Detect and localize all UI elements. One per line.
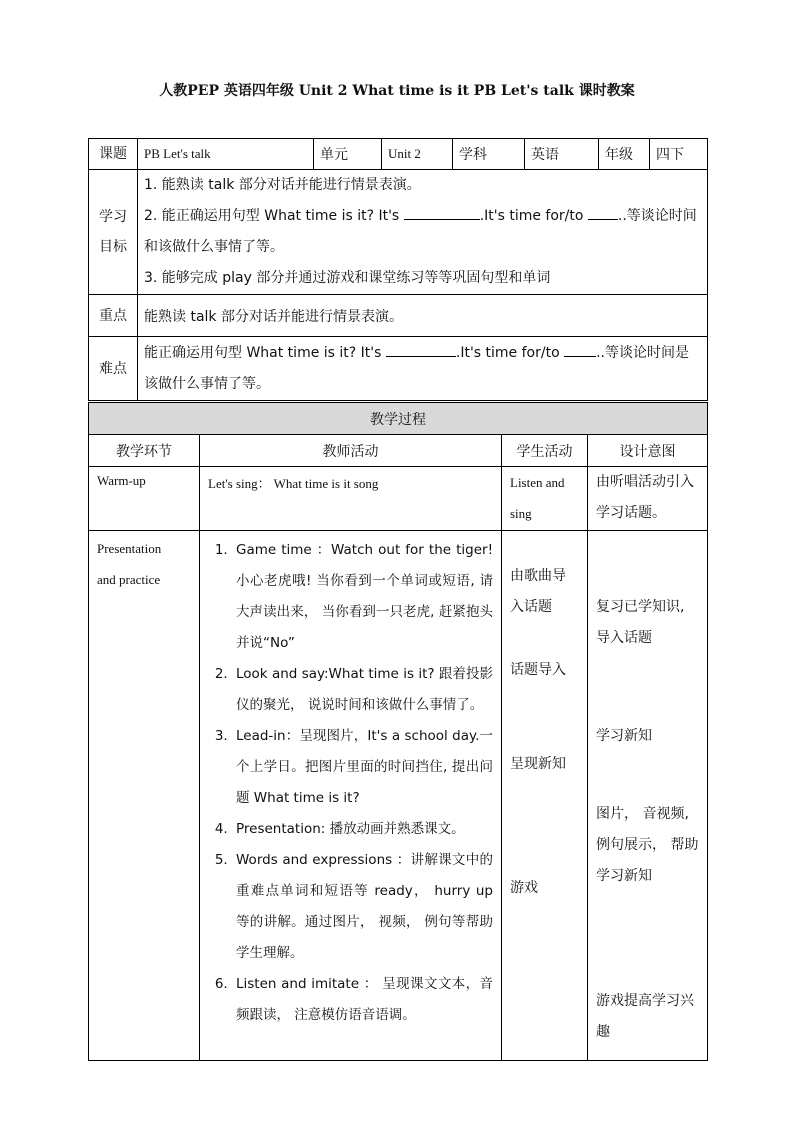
- difficulties-line1: [144, 338, 701, 369]
- answer-blank: [564, 343, 596, 357]
- key-points-label: 重点: [89, 295, 138, 337]
- unit-label: 单元: [314, 139, 382, 170]
- teacher-step-4: 4. Presentation: 播放动画并熟悉课文。: [232, 814, 493, 845]
- presentation-stage: [89, 531, 200, 1061]
- objective-2-part-a: 2. 能正确运用句型 What time is it? It's: [144, 208, 404, 224]
- objective-2-part-b: .It's time for/to: [479, 208, 588, 224]
- intent-4: 游戏提高学习兴趣: [596, 993, 694, 1040]
- difficulties-part-a: 能正确运用句型 What time is it? It's: [144, 344, 386, 361]
- teacher-steps-list: [208, 531, 493, 1031]
- objectives-content: [138, 170, 708, 295]
- warmup-teacher: Let's sing： What time is it song: [200, 467, 502, 531]
- objective-1: 1. 能熟读 talk 部分对话并能进行情景表演。: [144, 177, 421, 193]
- objective-2-continued: 和该做什么事情了等。: [144, 239, 284, 255]
- difficulties-line2: 该做什么事情了等。: [144, 375, 270, 392]
- subject-value: 英语: [525, 139, 599, 170]
- teaching-process-table: [88, 402, 708, 1061]
- student-activity-1: 由歌曲导入话题: [510, 568, 566, 615]
- difficulties-part-b: .It's time for/to: [455, 344, 565, 361]
- header-intent: 设计意图: [588, 435, 708, 467]
- warmup-stage: Warm-up: [89, 467, 200, 531]
- teacher-step-2: 2. Look and say:What time is it? 跟着投影仪的聚光， 说说时间和该做什么事情了。: [232, 659, 493, 721]
- student-activity-3: 呈现新知: [510, 756, 566, 772]
- warmup-student: Listen and sing: [502, 467, 588, 531]
- objective-2: [144, 201, 701, 232]
- presentation-stage-line1: Presentation: [97, 541, 162, 556]
- teacher-step-6: 6. Listen and imitate ： 呈现课文文本，音频跟读， 注意模仿语音语调。: [232, 969, 493, 1031]
- student-activity-4: 游戏: [510, 880, 538, 896]
- objective-3: 3. 能够完成 play 部分并通过游戏和课堂练习等等巩固句型和单词: [144, 270, 551, 286]
- teacher-step-3: 3. Lead-in：呈现图片，It's a school day.一个上学日。把图片里面的时间挡住, 提出问题 What time is it?: [232, 721, 493, 814]
- presentation-stage-line2: and practice: [97, 572, 161, 587]
- intent-2: 学习新知: [596, 728, 652, 744]
- presentation-intent: [588, 531, 708, 1061]
- warmup-intent: 由听唱活动引入学习话题。: [588, 467, 708, 531]
- header-stage: 教学环节: [89, 435, 200, 467]
- answer-blank: [588, 206, 618, 220]
- grade-label: 年级: [599, 139, 650, 170]
- teacher-step-1: 1. Game time ：Watch out for the tiger! 小心老虎哦! 当你看到一个单词或短语, 请大声读出来， 当你看到一只老虎, 赶紧抱头并说“No”: [232, 535, 493, 659]
- topic-value: PB Let's talk: [138, 139, 314, 170]
- student-activity-2: 话题导入: [510, 662, 566, 678]
- subject-label: 学科: [453, 139, 525, 170]
- section-title: 教学过程: [89, 403, 708, 435]
- unit-value: Unit 2: [382, 139, 453, 170]
- difficulties-label: 难点: [89, 337, 138, 401]
- difficulties-part-c: ..等谈论时间是: [596, 344, 689, 361]
- presentation-student: [502, 531, 588, 1061]
- key-points-text: 能熟读 talk 部分对话并能进行情景表演。: [138, 295, 708, 337]
- lesson-info-table: [88, 138, 708, 401]
- intent-1: 复习已学知识, 导入话题: [596, 599, 685, 646]
- objectives-label: [89, 170, 138, 295]
- difficulties-content: [138, 337, 708, 401]
- header-student: 学生活动: [502, 435, 588, 467]
- document-title: 人教PEP 英语四年级 Unit 2 What time is it PB Let's talk 课时教案: [159, 83, 635, 99]
- answer-blank: [386, 343, 456, 357]
- objective-2-part-c: ..等谈论时间: [617, 208, 697, 224]
- header-teacher: 教师活动: [200, 435, 502, 467]
- objectives-label-line2: 目标: [99, 239, 127, 255]
- grade-value: 四下: [650, 139, 708, 170]
- intent-3: 图片， 音视频, 例句展示， 帮助学习新知: [596, 806, 699, 884]
- presentation-teacher: [200, 531, 502, 1061]
- objectives-label-line1: 学习: [99, 209, 127, 225]
- answer-blank: [404, 206, 480, 220]
- teacher-step-5: 5. Words and expressions ：讲解课文中的重难点单词和短语等 ready， hurry up 等的讲解。通过图片， 视频， 例句等帮助学生理解。: [232, 845, 493, 969]
- topic-label: 课题: [89, 139, 138, 170]
